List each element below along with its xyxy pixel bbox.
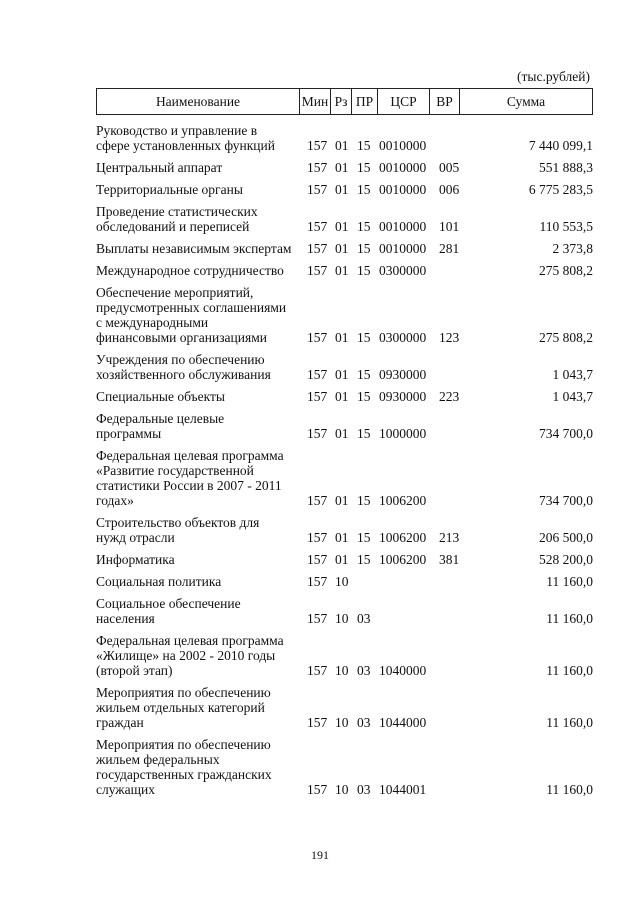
cell-csr: 1006200 bbox=[379, 552, 427, 567]
table-row bbox=[96, 552, 593, 567]
cell-sum: 6 775 283,5 bbox=[528, 182, 593, 197]
cell-sum: 206 500,0 bbox=[539, 530, 593, 545]
cell-sum: 2 373,8 bbox=[552, 241, 593, 256]
cell-rz: 01 bbox=[335, 530, 349, 545]
cell-name: Учреждения по обеспечению хозяйственного обслуживания bbox=[96, 352, 271, 382]
cell-csr: 0930000 bbox=[379, 389, 427, 404]
cell-sum: 11 160,0 bbox=[546, 715, 593, 730]
cell-min: 157 bbox=[307, 574, 328, 589]
cell-sum: 275 808,2 bbox=[539, 263, 593, 278]
cell-sum: 7 440 099,1 bbox=[528, 138, 593, 153]
cell-min: 157 bbox=[307, 182, 328, 197]
cell-min: 157 bbox=[307, 330, 328, 345]
cell-pr: 15 bbox=[357, 330, 371, 345]
cell-csr: 0300000 bbox=[379, 330, 427, 345]
cell-rz: 01 bbox=[335, 241, 349, 256]
header-rz: Рз bbox=[331, 89, 352, 114]
cell-rz: 10 bbox=[335, 715, 349, 730]
cell-min: 157 bbox=[307, 426, 328, 441]
cell-rz: 01 bbox=[335, 552, 349, 567]
table-row bbox=[96, 241, 593, 256]
cell-sum: 528 200,0 bbox=[539, 552, 593, 567]
cell-csr: 0010000 bbox=[379, 160, 427, 175]
cell-min: 157 bbox=[307, 715, 328, 730]
cell-name: Проведение статистических обследований и переписей bbox=[96, 204, 258, 234]
header-sum: Сумма bbox=[506, 93, 546, 109]
cell-sum: 275 808,2 bbox=[539, 330, 593, 345]
table-row bbox=[96, 204, 593, 234]
cell-pr: 15 bbox=[357, 138, 371, 153]
cell-csr: 0300000 bbox=[379, 263, 427, 278]
table-row bbox=[96, 633, 593, 678]
cell-sum: 1 043,7 bbox=[552, 367, 593, 382]
cell-pr: 15 bbox=[357, 552, 371, 567]
table-row bbox=[96, 448, 593, 508]
table-row bbox=[96, 574, 593, 589]
table-row bbox=[96, 596, 593, 626]
cell-name: Федеральная целевая программа «Жилище» на 2002 - 2010 годы (второй этап) bbox=[96, 633, 284, 678]
cell-csr: 0010000 bbox=[379, 182, 427, 197]
cell-min: 157 bbox=[307, 138, 328, 153]
cell-pr: 15 bbox=[357, 389, 371, 404]
cell-rz: 01 bbox=[335, 426, 349, 441]
table-row bbox=[96, 160, 593, 175]
cell-min: 157 bbox=[307, 389, 328, 404]
cell-csr: 1044000 bbox=[379, 715, 427, 730]
cell-min: 157 bbox=[307, 263, 328, 278]
cell-pr: 03 bbox=[357, 715, 371, 730]
cell-pr: 03 bbox=[357, 663, 371, 678]
cell-rz: 10 bbox=[335, 574, 349, 589]
cell-csr: 0010000 bbox=[379, 241, 427, 256]
header-csr: ЦСР bbox=[378, 89, 430, 114]
cell-name: Строительство объектов для нужд отрасли bbox=[96, 515, 260, 545]
cell-vr: 006 bbox=[439, 182, 460, 197]
cell-sum: 734 700,0 bbox=[539, 493, 593, 508]
table-header bbox=[96, 88, 593, 115]
cell-rz: 01 bbox=[335, 263, 349, 278]
cell-pr: 03 bbox=[357, 782, 371, 797]
cell-min: 157 bbox=[307, 367, 328, 382]
cell-rz: 01 bbox=[335, 160, 349, 175]
cell-csr: 1044001 bbox=[379, 782, 427, 797]
header-pr: ПР bbox=[352, 89, 378, 114]
cell-min: 157 bbox=[307, 663, 328, 678]
table-row bbox=[96, 263, 593, 278]
cell-rz: 10 bbox=[335, 611, 349, 626]
cell-rz: 01 bbox=[335, 182, 349, 197]
table-row bbox=[96, 389, 593, 404]
table-row bbox=[96, 123, 593, 153]
cell-min: 157 bbox=[307, 160, 328, 175]
cell-sum: 551 888,3 bbox=[539, 160, 593, 175]
cell-min: 157 bbox=[307, 530, 328, 545]
cell-vr: 281 bbox=[439, 241, 460, 256]
cell-min: 157 bbox=[307, 493, 328, 508]
cell-pr: 15 bbox=[357, 493, 371, 508]
cell-name: Обеспечение мероприятий, предусмотренных соглашениями с международными финансовыми организациями bbox=[96, 285, 287, 345]
cell-rz: 01 bbox=[335, 330, 349, 345]
cell-csr: 1006200 bbox=[379, 530, 427, 545]
cell-pr: 15 bbox=[357, 426, 371, 441]
cell-sum: 11 160,0 bbox=[546, 782, 593, 797]
cell-pr: 15 bbox=[357, 241, 371, 256]
cell-sum: 11 160,0 bbox=[546, 611, 593, 626]
header-vr: ВР bbox=[430, 89, 460, 114]
cell-csr: 1000000 bbox=[379, 426, 427, 441]
cell-sum: 11 160,0 bbox=[546, 663, 593, 678]
cell-csr: 0010000 bbox=[379, 138, 427, 153]
cell-vr: 213 bbox=[439, 530, 460, 545]
cell-name: Федеральные целевые программы bbox=[96, 411, 225, 441]
cell-rz: 01 bbox=[335, 493, 349, 508]
cell-csr: 1006200 bbox=[379, 493, 427, 508]
cell-name: Выплаты независимым экспертам bbox=[96, 241, 292, 256]
table-row bbox=[96, 685, 593, 730]
units-label: (тыс.рублей) bbox=[517, 69, 590, 84]
cell-rz: 10 bbox=[335, 663, 349, 678]
cell-vr: 101 bbox=[439, 219, 460, 234]
table-body bbox=[96, 123, 593, 804]
cell-csr: 0930000 bbox=[379, 367, 427, 382]
cell-min: 157 bbox=[307, 241, 328, 256]
cell-pr: 15 bbox=[357, 263, 371, 278]
header-name: Наименование bbox=[97, 89, 300, 114]
table-row bbox=[96, 352, 593, 382]
cell-csr: 1040000 bbox=[379, 663, 427, 678]
cell-name: Мероприятия по обеспечению жильем федеральных государственных гражданских служащих bbox=[96, 737, 272, 797]
cell-rz: 01 bbox=[335, 389, 349, 404]
cell-pr: 15 bbox=[357, 160, 371, 175]
cell-pr: 15 bbox=[357, 219, 371, 234]
cell-min: 157 bbox=[307, 611, 328, 626]
cell-name: Руководство и управление в сфере установленных функций bbox=[96, 123, 275, 153]
cell-vr: 223 bbox=[439, 389, 460, 404]
cell-min: 157 bbox=[307, 782, 328, 797]
cell-csr: 0010000 bbox=[379, 219, 427, 234]
cell-min: 157 bbox=[307, 552, 328, 567]
table-row bbox=[96, 182, 593, 197]
table-row bbox=[96, 737, 593, 797]
cell-pr: 15 bbox=[357, 530, 371, 545]
cell-name: Центральный аппарат bbox=[96, 160, 223, 175]
page-number: 191 bbox=[311, 848, 329, 862]
cell-pr: 03 bbox=[357, 611, 371, 626]
cell-min: 157 bbox=[307, 219, 328, 234]
cell-name: Информатика bbox=[96, 552, 175, 567]
cell-vr: 005 bbox=[439, 160, 460, 175]
cell-rz: 01 bbox=[335, 219, 349, 234]
cell-name: Территориальные органы bbox=[96, 182, 243, 197]
table-row bbox=[96, 411, 593, 441]
cell-sum: 11 160,0 bbox=[546, 574, 593, 589]
table-row bbox=[96, 285, 593, 345]
cell-rz: 10 bbox=[335, 782, 349, 797]
cell-pr: 15 bbox=[357, 367, 371, 382]
header-min: Мин bbox=[300, 89, 331, 114]
cell-name: Социальное обеспечение населения bbox=[96, 596, 241, 626]
cell-name: Социальная политика bbox=[96, 574, 222, 589]
cell-pr: 15 bbox=[357, 182, 371, 197]
cell-sum: 1 043,7 bbox=[552, 389, 593, 404]
cell-name: Федеральная целевая программа «Развитие государственной статистики России в 2007 - 2011 годах» bbox=[96, 448, 284, 508]
cell-vr: 381 bbox=[439, 552, 460, 567]
table-row bbox=[96, 515, 593, 545]
cell-rz: 01 bbox=[335, 138, 349, 153]
cell-rz: 01 bbox=[335, 367, 349, 382]
cell-name: Мероприятия по обеспечению жильем отдельных категорий граждан bbox=[96, 685, 271, 730]
cell-name: Международное сотрудничество bbox=[96, 263, 284, 278]
cell-sum: 734 700,0 bbox=[539, 426, 593, 441]
cell-vr: 123 bbox=[439, 330, 460, 345]
cell-name: Специальные объекты bbox=[96, 389, 225, 404]
cell-sum: 110 553,5 bbox=[539, 219, 593, 234]
